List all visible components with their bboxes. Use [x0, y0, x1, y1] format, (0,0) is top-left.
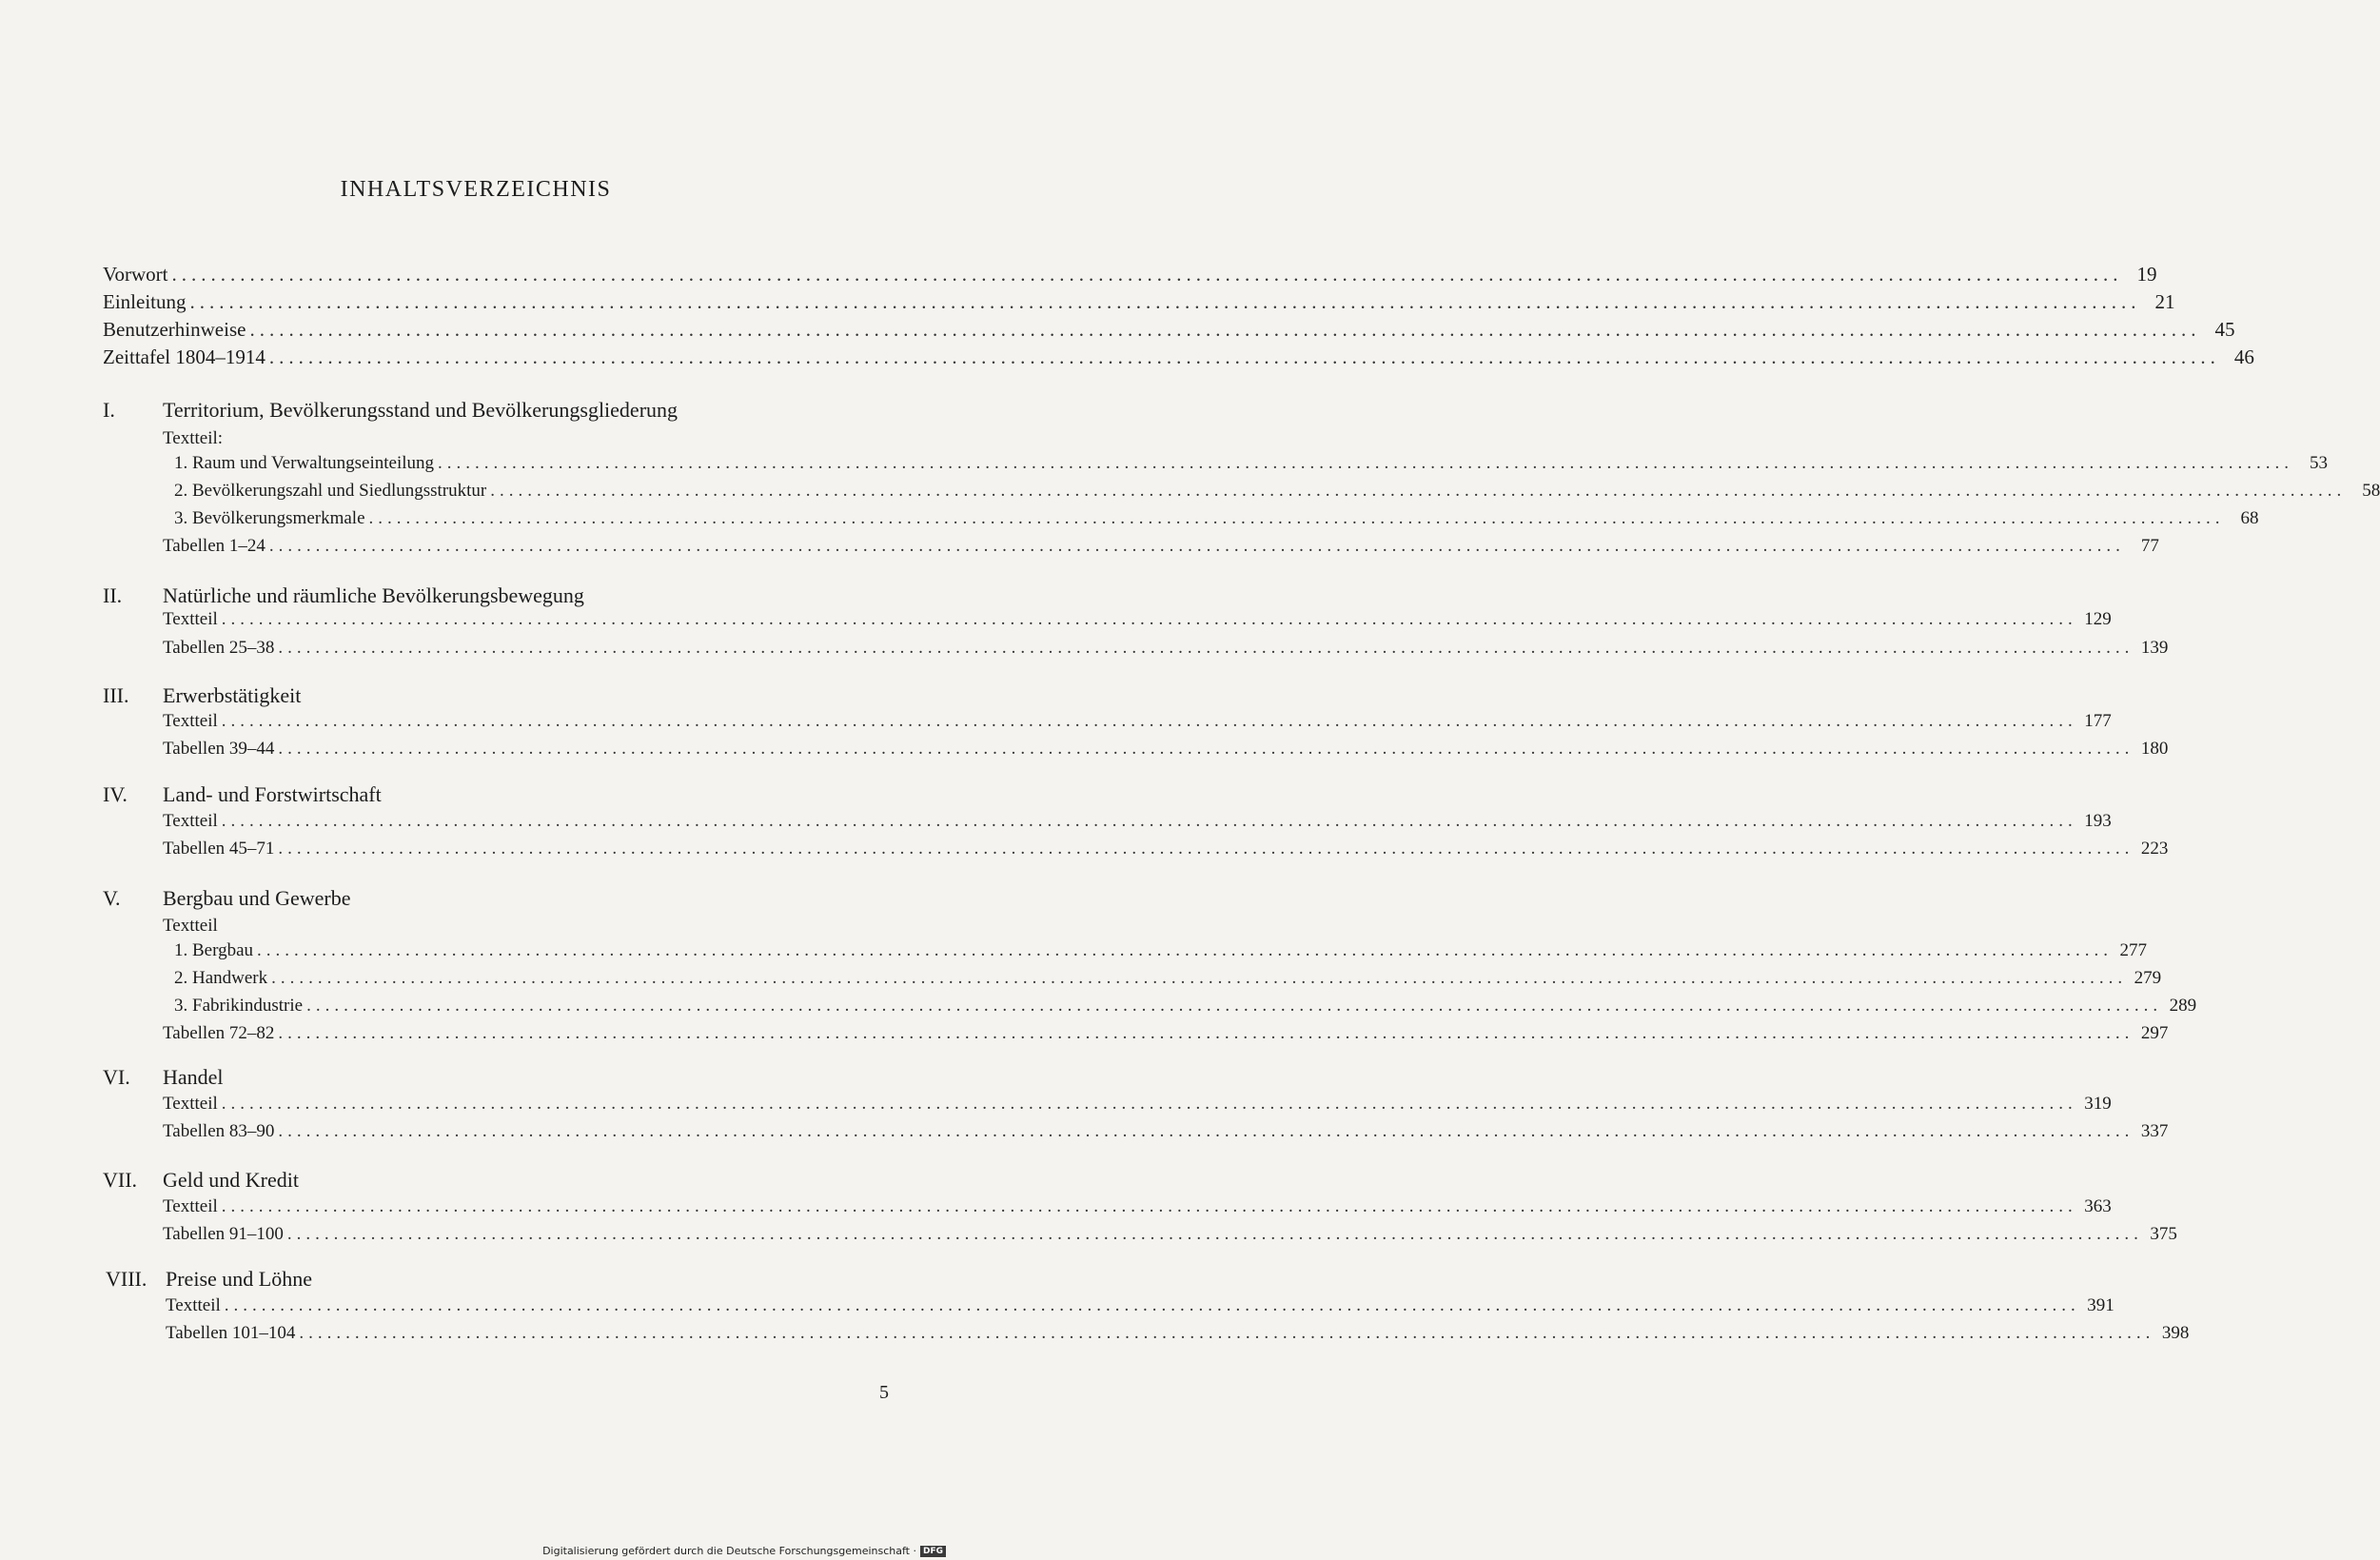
toc-entry-tabellen-i[interactable]	[163, 536, 2159, 557]
toc-entry-raum[interactable]	[174, 453, 2329, 474]
textteil-label: Textteil	[163, 916, 218, 936]
section-number: III.	[103, 683, 129, 707]
entry-page: 58	[2362, 481, 2380, 501]
leader-dots: ........................................................................................................................................................................................................	[221, 711, 2077, 731]
entry-page: 193	[2084, 811, 2112, 831]
page-number: 5	[879, 1382, 889, 1403]
toc-entry-tabellen-v[interactable]	[163, 1023, 2169, 1044]
page-title: INHALTSVERZEICHNIS	[340, 177, 612, 202]
section-title: Erwerbstätigkeit	[163, 683, 302, 707]
entry-label: Tabellen 1–24	[163, 536, 266, 556]
section-number: II.	[103, 583, 123, 607]
entry-page: 53	[2310, 453, 2329, 473]
toc-entry-textteil-ii[interactable]	[163, 609, 2112, 630]
digitization-footer	[542, 1545, 946, 1557]
entry-page: 391	[2087, 1295, 2114, 1315]
toc-entry-textteil-vii[interactable]	[163, 1196, 2112, 1217]
toc-entry-textteil-iii[interactable]	[163, 711, 2112, 732]
leader-dots: ........................................................................................................................................................................................................	[224, 1295, 2080, 1315]
entry-page: 177	[2084, 711, 2112, 731]
toc-entry-tabellen-iii[interactable]	[163, 739, 2169, 760]
entry-label: Textteil	[163, 1094, 218, 1114]
entry-label: Tabellen 45–71	[163, 839, 275, 859]
section-title: Preise und Löhne	[166, 1267, 312, 1291]
leader-dots: ........................................................................................................................................................................................................	[189, 290, 2141, 313]
leader-dots: ........................................................................................................................................................................................................	[306, 996, 2163, 1016]
entry-label: Tabellen 83–90	[163, 1121, 275, 1141]
section-title: Bergbau und Gewerbe	[163, 886, 351, 910]
leader-dots: ........................................................................................................................................................................................................	[221, 1094, 2077, 1114]
toc-entry-tabellen-viii[interactable]	[166, 1323, 2190, 1344]
toc-entry-tabellen-vi[interactable]	[163, 1121, 2169, 1142]
leader-dots: ........................................................................................................................................................................................................	[368, 508, 2225, 528]
leader-dots: ........................................................................................................................................................................................................	[438, 453, 2294, 473]
entry-page: 46	[2233, 346, 2254, 368]
entry-label: Tabellen 25–38	[163, 638, 275, 658]
entry-page: 223	[2140, 839, 2169, 859]
leader-dots: ........................................................................................................................................................................................................	[268, 346, 2220, 368]
entry-label: Textteil	[163, 1196, 218, 1216]
toc-entry-tabellen-vii[interactable]	[163, 1224, 2177, 1245]
entry-label: 3. Bevölkerungsmerkmale	[174, 508, 365, 528]
leader-dots: ........................................................................................................................................................................................................	[278, 839, 2134, 859]
leader-dots: ........................................................................................................................................................................................................	[299, 1323, 2155, 1343]
entry-label: Tabellen 101–104	[166, 1323, 296, 1343]
entry-page: 297	[2140, 1023, 2169, 1043]
entry-page: 279	[2134, 968, 2162, 988]
entry-label: Benutzerhinweise	[103, 318, 246, 341]
entry-page: 289	[2169, 996, 2197, 1016]
leader-dots: ........................................................................................................................................................................................................	[490, 481, 2347, 501]
entry-page: 139	[2140, 638, 2169, 658]
toc-entry-bevoelkerungszahl[interactable]	[174, 481, 2380, 502]
leader-dots: ........................................................................................................................................................................................................	[221, 609, 2077, 629]
leader-dots: ........................................................................................................................................................................................................	[278, 638, 2134, 658]
leader-dots: ........................................................................................................................................................................................................	[171, 263, 2123, 286]
entry-page: 319	[2084, 1094, 2112, 1114]
entry-label: Zeittafel 1804–1914	[103, 346, 266, 368]
entry-label: Textteil	[163, 811, 218, 831]
entry-label: Einleitung	[103, 290, 187, 313]
textteil-label: Textteil:	[163, 428, 224, 448]
section-number: VIII.	[106, 1267, 148, 1291]
toc-entry-zeittafel[interactable]	[103, 346, 2254, 369]
entry-label: 1. Raum und Verwaltungseinteilung	[174, 453, 435, 473]
leader-dots: ........................................................................................................................................................................................................	[221, 1196, 2077, 1216]
section-number: IV.	[103, 782, 128, 806]
section-number: V.	[103, 886, 121, 910]
entry-page: 77	[2140, 536, 2159, 556]
leader-dots: ........................................................................................................................................................................................................	[278, 1023, 2134, 1043]
entry-label: Textteil	[163, 609, 218, 629]
entry-label: 2. Bevölkerungszahl und Siedlungsstruktur	[174, 481, 487, 501]
entry-page: 375	[2150, 1224, 2177, 1244]
toc-entry-textteil-iv[interactable]	[163, 811, 2112, 832]
toc-entry-textteil-vi[interactable]	[163, 1094, 2112, 1115]
dfg-logo: DFG	[920, 1546, 946, 1557]
entry-label: Vorwort	[103, 263, 168, 286]
entry-label: Textteil	[166, 1295, 221, 1315]
section-title: Land- und Forstwirtschaft	[163, 782, 382, 806]
toc-entry-vorwort[interactable]	[103, 263, 2157, 286]
entry-page: 129	[2084, 609, 2112, 629]
toc-entry-tabellen-iv[interactable]	[163, 839, 2169, 859]
entry-label: 1. Bergbau	[174, 940, 254, 960]
leader-dots: ........................................................................................................................................................................................................	[278, 1121, 2134, 1141]
entry-label: 3. Fabrikindustrie	[174, 996, 304, 1016]
toc-entry-einleitung[interactable]	[103, 290, 2175, 314]
entry-label: Tabellen 72–82	[163, 1023, 275, 1043]
entry-page: 45	[2214, 318, 2235, 341]
section-number: I.	[103, 398, 115, 422]
toc-entry-tabellen-ii[interactable]	[163, 638, 2169, 659]
leader-dots: ........................................................................................................................................................................................................	[271, 968, 2128, 988]
leader-dots: ........................................................................................................................................................................................................	[221, 811, 2077, 831]
leader-dots: ........................................................................................................................................................................................................	[249, 318, 2201, 341]
toc-entry-benutzerhinweise[interactable]	[103, 318, 2235, 342]
section-title: Handel	[163, 1065, 224, 1089]
section-title: Natürliche und räumliche Bevölkerungsbewegung	[163, 583, 584, 607]
entry-page: 21	[2154, 290, 2175, 313]
entry-page: 68	[2240, 508, 2259, 528]
leader-dots: ........................................................................................................................................................................................................	[268, 536, 2125, 556]
leader-dots: ........................................................................................................................................................................................................	[257, 940, 2114, 960]
section-number: VI.	[103, 1065, 130, 1089]
section-title: Territorium, Bevölkerungsstand und Bevölkerungsgliederung	[163, 398, 679, 422]
entry-page: 363	[2084, 1196, 2112, 1216]
toc-entry-bevoelkerungsmerkmale[interactable]	[174, 508, 2259, 529]
toc-entry-handwerk[interactable]	[174, 968, 2162, 989]
entry-page: 19	[2136, 263, 2157, 286]
entry-page: 277	[2119, 940, 2148, 960]
entry-label: 2. Handwerk	[174, 968, 268, 988]
leader-dots: ........................................................................................................................................................................................................	[278, 739, 2134, 759]
entry-page: 398	[2161, 1323, 2190, 1343]
section-number: VII.	[103, 1168, 138, 1192]
entry-label: Tabellen 91–100	[163, 1224, 284, 1244]
toc-entry-fabrikindustrie[interactable]	[174, 996, 2197, 1017]
section-title: Geld und Kredit	[163, 1168, 299, 1192]
entry-label: Tabellen 39–44	[163, 739, 275, 759]
entry-page: 337	[2140, 1121, 2169, 1141]
toc-entry-textteil-viii[interactable]	[166, 1295, 2114, 1316]
entry-page: 180	[2140, 739, 2169, 759]
toc-entry-bergbau[interactable]	[174, 940, 2148, 961]
footer-text: Digitalisierung gefördert durch die Deutsche Forschungsgemeinschaft ·	[542, 1545, 916, 1557]
entry-label: Textteil	[163, 711, 218, 731]
leader-dots: ........................................................................................................................................................................................................	[286, 1224, 2143, 1244]
